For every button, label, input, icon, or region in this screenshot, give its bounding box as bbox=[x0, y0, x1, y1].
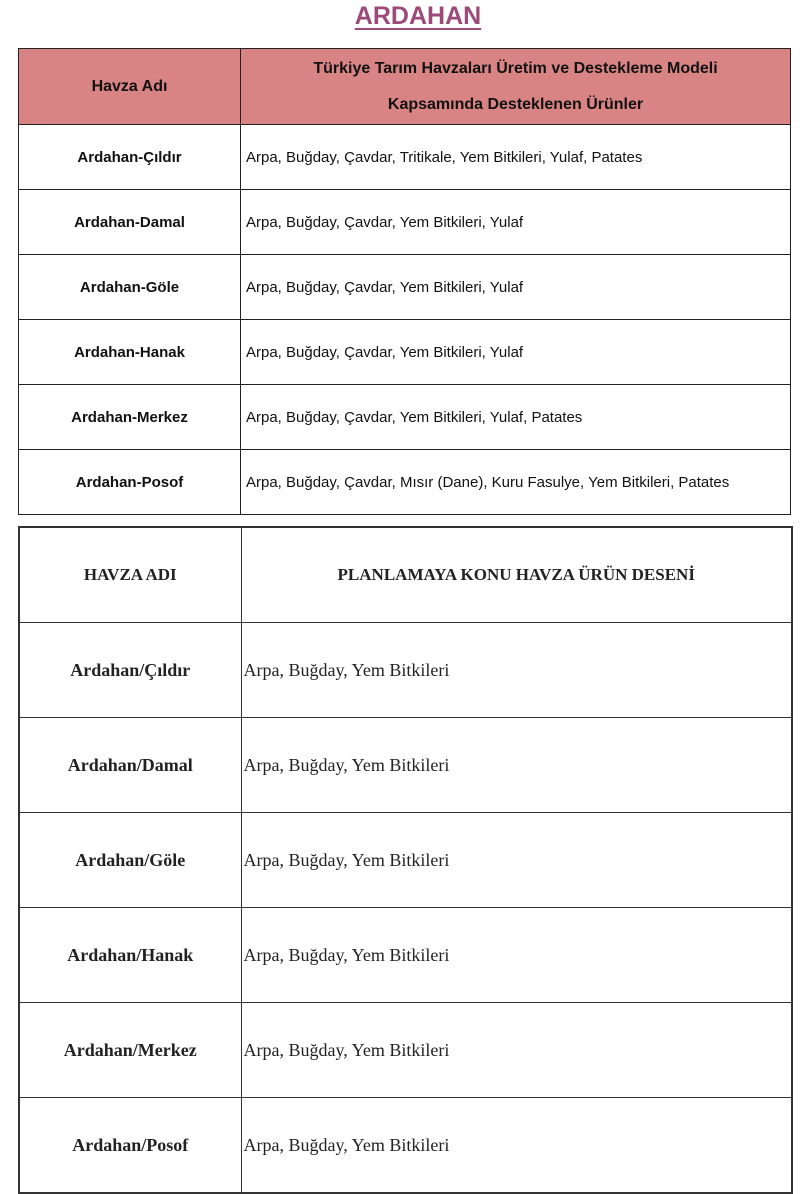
basin-name-cell: Ardahan-Damal bbox=[19, 190, 241, 255]
page-title: ARDAHAN bbox=[354, 2, 482, 30]
basin-name-cell: Ardahan/Merkez bbox=[19, 1003, 241, 1098]
table-row bbox=[19, 320, 791, 385]
products-cell: Arpa, Buğday, Yem Bitkileri bbox=[241, 1098, 792, 1194]
products-cell: Arpa, Buğday, Çavdar, Yem Bitkileri, Yulaf bbox=[241, 255, 791, 320]
products-cell: Arpa, Buğday, Yem Bitkileri bbox=[241, 718, 792, 813]
table-row bbox=[19, 190, 791, 255]
header-line-1: Türkiye Tarım Havzaları Üretim ve Destekleme Modeli bbox=[313, 59, 718, 77]
table-row bbox=[19, 1003, 792, 1098]
products-cell: Arpa, Buğday, Çavdar, Yem Bitkileri, Yulaf bbox=[241, 320, 791, 385]
table-row bbox=[19, 1098, 792, 1194]
table-row bbox=[19, 385, 791, 450]
table-header-row bbox=[19, 49, 791, 125]
products-cell: Arpa, Buğday, Çavdar, Tritikale, Yem Bitkileri, Yulaf, Patates bbox=[241, 125, 791, 190]
basin-name-cell: Ardahan-Çıldır bbox=[19, 125, 241, 190]
planned-product-pattern-table bbox=[18, 526, 793, 1194]
basin-name-cell: Ardahan/Çıldır bbox=[19, 623, 241, 718]
products-cell: Arpa, Buğday, Çavdar, Mısır (Dane), Kuru Fasulye, Yem Bitkileri, Patates bbox=[241, 450, 791, 515]
header-basin-name: HAVZA ADI bbox=[19, 527, 241, 623]
table-row bbox=[19, 623, 792, 718]
basin-name-cell: Ardahan-Posof bbox=[19, 450, 241, 515]
header-basin-name: Havza Adı bbox=[19, 49, 241, 125]
basin-name-cell: Ardahan-Göle bbox=[19, 255, 241, 320]
basin-name-cell: Ardahan/Damal bbox=[19, 718, 241, 813]
supported-products-table bbox=[18, 48, 791, 515]
basin-name-cell: Ardahan/Hanak bbox=[19, 908, 241, 1003]
header-supported-products bbox=[241, 49, 791, 125]
table-row bbox=[19, 813, 792, 908]
table-row bbox=[19, 908, 792, 1003]
header-line-2: Kapsamında Desteklenen Ürünler bbox=[387, 95, 644, 113]
table-row bbox=[19, 255, 791, 320]
products-cell: Arpa, Buğday, Yem Bitkileri bbox=[241, 1003, 792, 1098]
table-row bbox=[19, 125, 791, 190]
products-cell: Arpa, Buğday, Yem Bitkileri bbox=[241, 813, 792, 908]
basin-name-cell: Ardahan/Posof bbox=[19, 1098, 241, 1194]
table-header-row bbox=[19, 527, 792, 623]
products-cell: Arpa, Buğday, Yem Bitkileri bbox=[241, 623, 792, 718]
table-row bbox=[19, 450, 791, 515]
basin-name-cell: Ardahan-Merkez bbox=[19, 385, 241, 450]
products-cell: Arpa, Buğday, Yem Bitkileri bbox=[241, 908, 792, 1003]
basin-name-cell: Ardahan/Göle bbox=[19, 813, 241, 908]
products-cell: Arpa, Buğday, Çavdar, Yem Bitkileri, Yulaf, Patates bbox=[241, 385, 791, 450]
header-product-pattern: PLANLAMAYA KONU HAVZA ÜRÜN DESENİ bbox=[241, 527, 792, 623]
products-cell: Arpa, Buğday, Çavdar, Yem Bitkileri, Yulaf bbox=[241, 190, 791, 255]
table-row bbox=[19, 718, 792, 813]
basin-name-cell: Ardahan-Hanak bbox=[19, 320, 241, 385]
